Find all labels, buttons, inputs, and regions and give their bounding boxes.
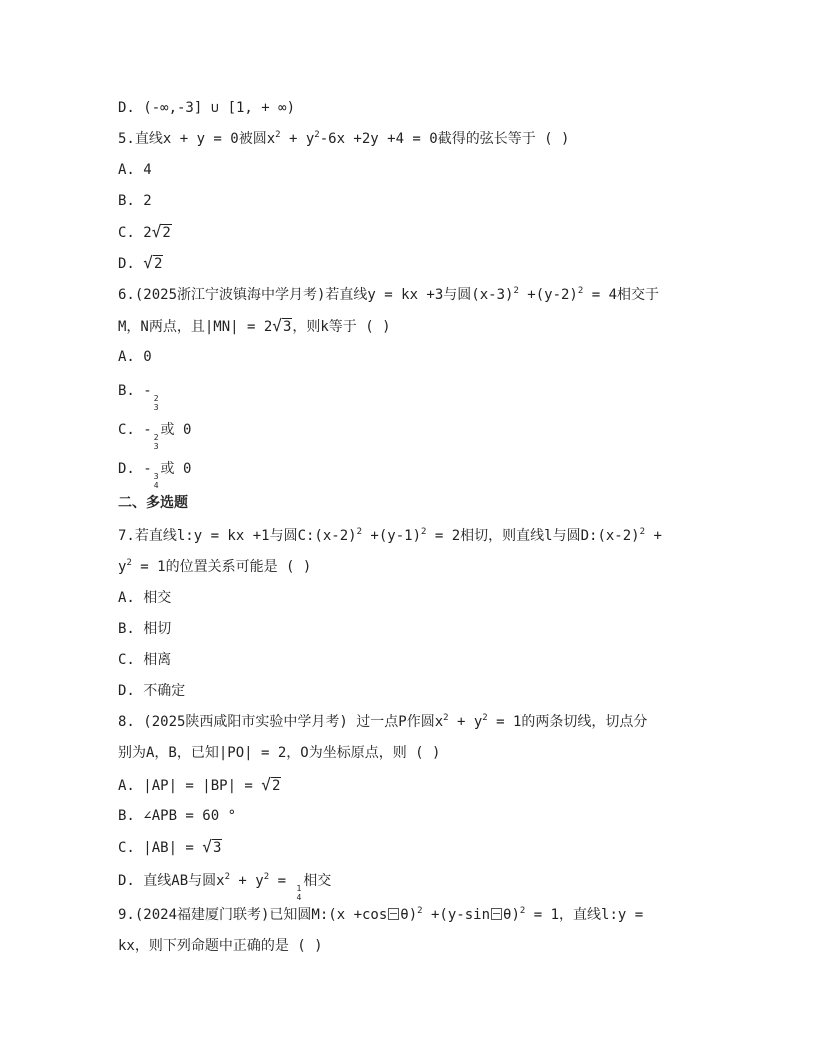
option-text: A. 4 [118, 162, 152, 178]
stem-text: y [118, 559, 127, 575]
q7-option-a [118, 589, 698, 607]
sqrt-expression: √2 [143, 253, 163, 272]
stem-text: M，N两点，且|MN| = 2 [118, 319, 273, 335]
stem-text: θ) [400, 907, 418, 923]
exponent: 2 [314, 130, 320, 140]
q5-option-c [118, 223, 698, 242]
radicand: 2 [162, 225, 171, 241]
stem-text: 7.若直线l:y = kx +1与圆C:(x-2) [118, 528, 357, 544]
numerator: 2 [153, 433, 159, 442]
exponent: 2 [577, 286, 584, 296]
fraction [153, 472, 160, 490]
exponent: 2 [482, 713, 488, 723]
stem-text: θ) [503, 907, 520, 923]
q7-stem-line1 [118, 527, 698, 545]
stem-text: + y [448, 714, 483, 730]
missing-glyph-icon [491, 908, 502, 920]
q9-stem-line1 [118, 906, 698, 924]
q6-option-c [118, 421, 698, 451]
numerator: 3 [153, 472, 159, 481]
q6-option-a [118, 348, 698, 366]
stem-text: 5.直线x + y = 0被圆x [118, 131, 276, 147]
option-text: D. 直线AB与圆x [118, 873, 225, 889]
sqrt-expression: √3 [272, 316, 292, 335]
radicand: 3 [282, 319, 292, 335]
stem-text: +(y-2) [518, 287, 578, 303]
fraction [153, 394, 160, 412]
exponent: 2 [513, 286, 519, 296]
denominator: 3 [153, 403, 159, 412]
stem-text: = 1的位置关系可能是 ( ) [131, 559, 312, 575]
option-text: + y [230, 873, 264, 889]
q8-stem-line1 [118, 713, 698, 731]
exponent: 2 [421, 527, 427, 537]
stem-text: -6x +2y +4 = 0截得的弦长等于 ( ) [319, 131, 570, 147]
radicand: 3 [212, 840, 222, 856]
exponent: 2 [263, 872, 270, 882]
stem-text: 6.(2025浙江宁波镇海中学月考)若直线y = kx +3与圆(x-3) [118, 287, 514, 303]
stem-text: + [645, 528, 662, 544]
denominator: 4 [153, 481, 159, 490]
option-text: B. ∠APB = 60 ° [118, 808, 237, 824]
q7-option-c [118, 651, 698, 669]
option-text: A. |AP| = |BP| = [118, 778, 262, 794]
q8-option-a [118, 776, 698, 795]
stem-text: = 1的两条切线，切点分 [487, 714, 648, 730]
option-text: C. 2 [118, 225, 152, 241]
option-text: D. 不确定 [118, 683, 186, 699]
numerator: 1 [296, 884, 302, 893]
exponent: 2 [275, 130, 281, 140]
exponent: 2 [443, 713, 449, 723]
option-text: A. 0 [118, 349, 152, 365]
missing-glyph-icon [388, 908, 399, 920]
radicand: 2 [153, 256, 163, 272]
exponent: 2 [417, 906, 423, 916]
stem-text: 别为A，B，已知|PO| = 2，O为坐标原点，则 ( ) [118, 745, 441, 761]
q6-option-b [118, 382, 698, 412]
stem-text: 9.(2024福建厦门联考)已知圆M:(x +cos [118, 907, 388, 923]
sqrt-expression: √2 [151, 222, 171, 241]
q8-option-c [118, 838, 698, 857]
q5-stem [118, 130, 698, 148]
stem-text: +(y-1) [362, 528, 422, 544]
option-text: C. |AB| = [118, 840, 203, 856]
denominator: 3 [153, 442, 159, 451]
option-text: 或 0 [160, 461, 192, 477]
q7-option-d [118, 682, 698, 700]
option-text: D. [118, 256, 144, 272]
radicand: 2 [271, 778, 281, 794]
exponent: 2 [519, 906, 526, 916]
section-heading [118, 494, 698, 512]
q8-option-d [118, 872, 698, 902]
q8-stem-line2 [118, 744, 698, 762]
numerator: 2 [153, 394, 159, 403]
q6-stem-line2 [118, 317, 698, 336]
option-text: D. (-∞,-3] ∪ [1, + ∞) [118, 100, 296, 116]
stem-text: kx，则下列命题中正确的是 ( ) [118, 938, 323, 954]
q9-stem-line2 [118, 937, 698, 955]
sqrt-expression: √2 [261, 775, 281, 794]
option-text: B. 相切 [118, 621, 172, 637]
q6-stem-line1 [118, 286, 698, 304]
denominator: 4 [296, 893, 302, 902]
exponent: 2 [224, 872, 230, 882]
option-text: 相交 [303, 873, 332, 889]
q7-stem-line2 [118, 558, 698, 576]
exponent: 2 [126, 558, 132, 568]
option-text: C. 相离 [118, 652, 172, 668]
q5-option-d [118, 254, 698, 273]
q6-option-d [118, 460, 698, 490]
stem-text: = 4相交于 [583, 287, 660, 303]
q4-option-d [118, 99, 698, 117]
fraction [153, 433, 160, 451]
q5-option-b [118, 192, 698, 210]
option-text: B. 2 [118, 193, 152, 209]
q8-option-b [118, 807, 698, 825]
exponent: 2 [639, 527, 646, 537]
stem-text: ，则k等于 ( ) [292, 319, 391, 335]
exponent: 2 [356, 527, 362, 537]
stem-text: +(y-sin [422, 907, 491, 923]
option-text: 或 0 [160, 422, 192, 438]
stem-text: + y [280, 131, 315, 147]
option-text: = [269, 873, 295, 889]
q7-option-b [118, 620, 698, 638]
option-text: B. - [118, 383, 152, 399]
q5-option-a [118, 161, 698, 179]
stem-text: = 1，直线l:y = [525, 907, 644, 923]
fraction [295, 884, 302, 902]
section-title: 二、多选题 [118, 495, 188, 511]
stem-text: = 2相切，则直线l与圆D:(x-2) [426, 528, 640, 544]
option-text: D. - [118, 461, 152, 477]
stem-text: 8. (2025陕西咸阳市实验中学月考) 过一点P作圆x [118, 714, 444, 730]
option-text: C. - [118, 422, 152, 438]
option-text: A. 相交 [118, 590, 172, 606]
sqrt-expression: √3 [202, 837, 222, 856]
